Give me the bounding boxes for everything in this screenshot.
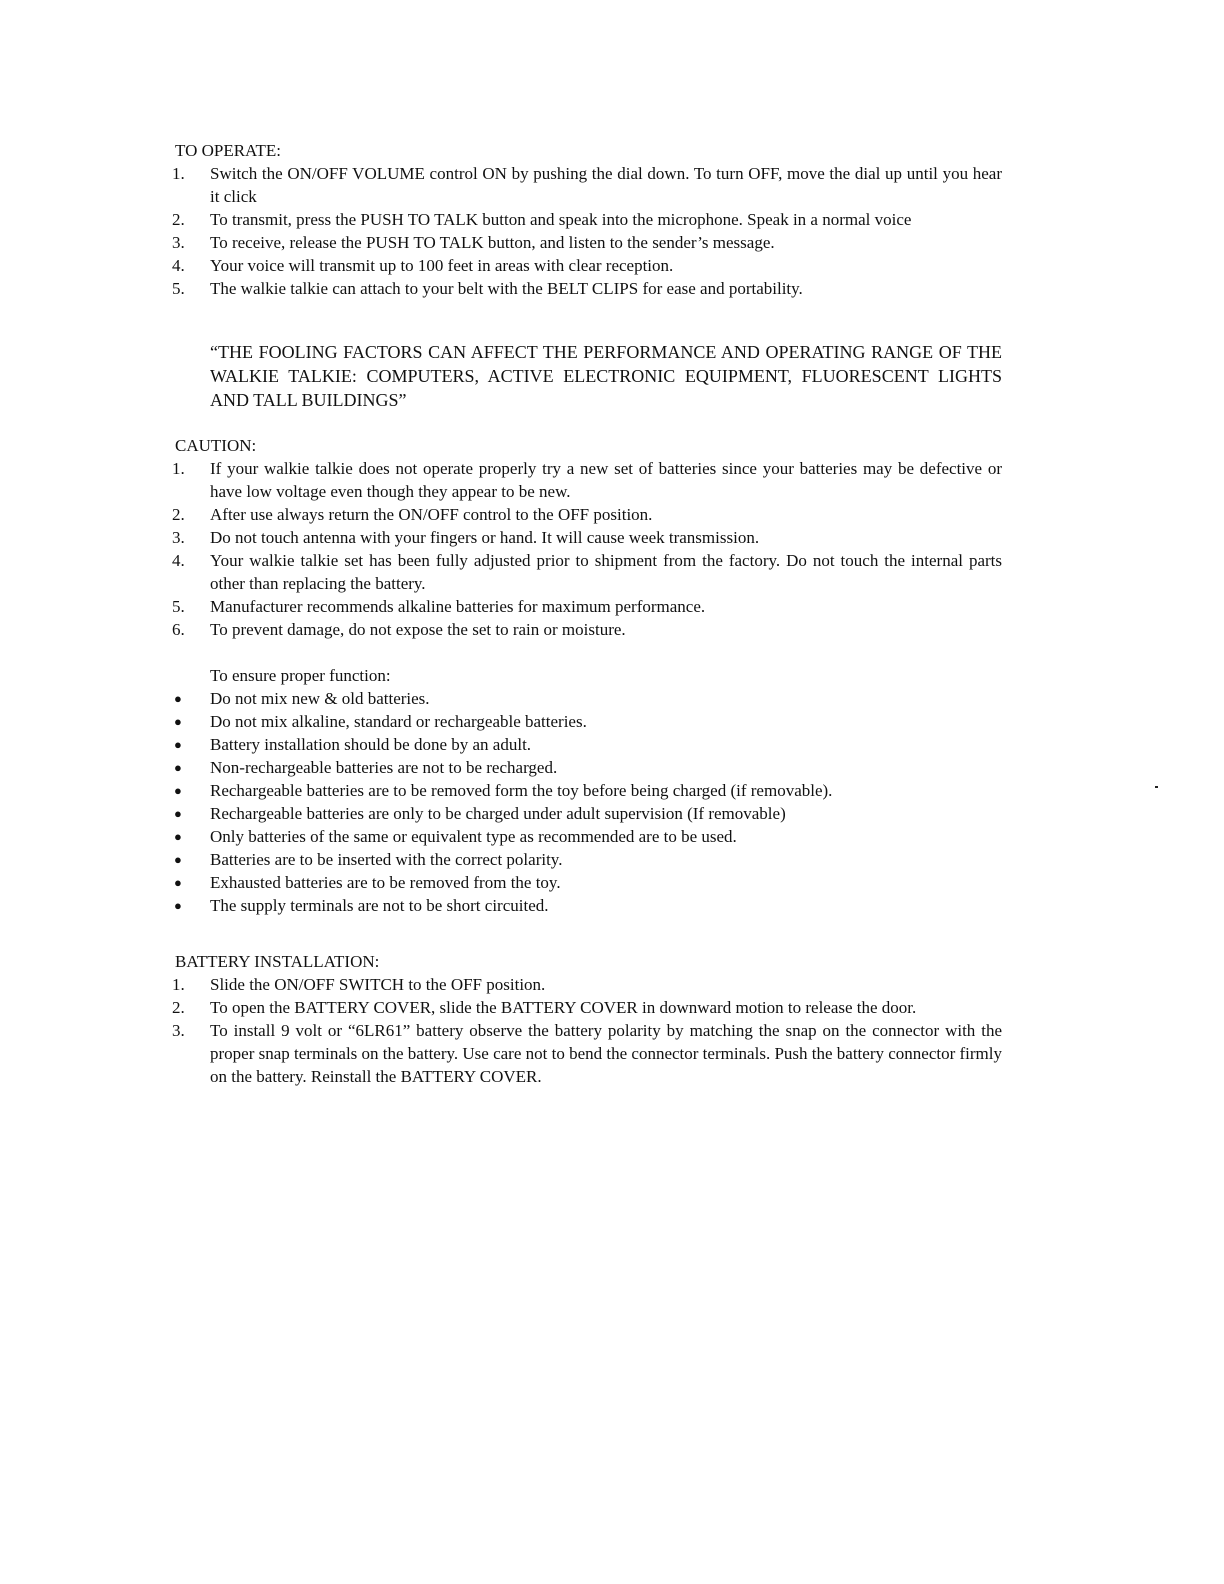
proper-function-heading: To ensure proper function: — [210, 666, 391, 685]
item-text: To install 9 volt or “6LR61” battery observe the battery polarity by matching the snap on the connector with the proper snap terminals on the battery. Use care not to bend the connector terminals. Push the battery connector firmly on the battery. Reinstall the BATTERY COVER. — [210, 1021, 1002, 1086]
item-text: Do not mix new & old batteries. — [210, 689, 430, 708]
item-text: Rechargeable batteries are to be removed form the toy before being charged (if removable). — [210, 781, 833, 800]
item-number: 1. — [172, 459, 185, 478]
bullet-icon: ● — [174, 783, 182, 798]
list-item — [172, 894, 1002, 917]
list-item — [172, 1019, 1002, 1088]
bullet-icon: ● — [174, 898, 182, 913]
installation-heading: BATTERY INSTALLATION: — [175, 952, 380, 971]
bullet-icon: ● — [174, 829, 182, 844]
item-number: 4. — [172, 551, 185, 570]
item-number: 1. — [172, 164, 185, 183]
bullet-icon: ● — [174, 760, 182, 775]
item-text: The supply terminals are not to be short circuited. — [210, 896, 549, 915]
item-text: To prevent damage, do not expose the set to rain or moisture. — [210, 620, 626, 639]
installation-list — [172, 973, 1002, 1088]
list-item — [172, 254, 1002, 277]
item-text: Slide the ON/OFF SWITCH to the OFF position. — [210, 975, 546, 994]
item-text: Non-rechargeable batteries are not to be recharged. — [210, 758, 558, 777]
list-item — [172, 973, 1002, 996]
list-item — [172, 733, 1002, 756]
item-text: The walkie talkie can attach to your belt with the BELT CLIPS for ease and portability. — [210, 279, 803, 298]
item-number: 3. — [172, 233, 185, 252]
list-item — [172, 549, 1002, 595]
list-item — [172, 687, 1002, 710]
item-text: To open the BATTERY COVER, slide the BATTERY COVER in downward motion to release the door. — [210, 998, 917, 1017]
caution-list — [172, 457, 1002, 641]
list-item — [172, 457, 1002, 503]
interference-notice: “THE FOOLING FACTORS CAN AFFECT THE PERFORMANCE AND OPERATING RANGE OF THE WALKIE TALKIE: COMPUTERS, ACTIVE ELECTRONIC EQUIPMENT, FLUORESCENT LIGHTS AND TALL BUILDINGS” — [210, 342, 1002, 410]
item-number: 2. — [172, 998, 185, 1017]
item-text: After use always return the ON/OFF control to the OFF position. — [210, 505, 653, 524]
item-number: 3. — [172, 528, 185, 547]
list-item — [172, 208, 1002, 231]
bullet-icon: ● — [174, 852, 182, 867]
proper-function-list — [172, 687, 1002, 917]
item-number: 2. — [172, 505, 185, 524]
operate-heading: TO OPERATE: — [175, 141, 281, 160]
bullet-icon: ● — [174, 691, 182, 706]
scan-speck — [1155, 786, 1158, 788]
item-text: Only batteries of the same or equivalent type as recommended are to be used. — [210, 827, 737, 846]
item-text: Batteries are to be inserted with the correct polarity. — [210, 850, 563, 869]
item-text: Do not touch antenna with your fingers or hand. It will cause week transmission. — [210, 528, 760, 547]
item-text: If your walkie talkie does not operate properly try a new set of batteries since your batteries may be defective or have low voltage even though they appear to be new. — [210, 459, 1002, 501]
bullet-icon: ● — [174, 806, 182, 821]
item-text: Switch the ON/OFF VOLUME control ON by pushing the dial down. To turn OFF, move the dial up until you hear it click — [210, 164, 1002, 206]
list-item — [172, 277, 1002, 300]
list-item — [172, 231, 1002, 254]
item-number: 2. — [172, 210, 185, 229]
item-text: Battery installation should be done by an adult. — [210, 735, 532, 754]
bullet-icon: ● — [174, 875, 182, 890]
list-item — [172, 503, 1002, 526]
list-item — [172, 756, 1002, 779]
item-number: 1. — [172, 975, 185, 994]
caution-heading: CAUTION: — [175, 436, 257, 455]
list-item — [172, 996, 1002, 1019]
list-item — [172, 802, 1002, 825]
item-text: Manufacturer recommends alkaline batteries for maximum performance. — [210, 597, 706, 616]
item-number: 5. — [172, 279, 185, 298]
item-text: Do not mix alkaline, standard or rechargeable batteries. — [210, 712, 587, 731]
list-item — [172, 825, 1002, 848]
item-number: 6. — [172, 620, 185, 639]
list-item — [172, 779, 1002, 802]
item-text: Exhausted batteries are to be removed from the toy. — [210, 873, 561, 892]
list-item — [172, 710, 1002, 733]
bullet-icon: ● — [174, 714, 182, 729]
list-item — [172, 526, 1002, 549]
bullet-icon: ● — [174, 737, 182, 752]
item-text: To receive, release the PUSH TO TALK button, and listen to the sender’s message. — [210, 233, 775, 252]
item-number: 5. — [172, 597, 185, 616]
item-text: Rechargeable batteries are only to be charged under adult supervision (If removable) — [210, 804, 786, 823]
item-number: 3. — [172, 1021, 185, 1040]
list-item — [172, 618, 1002, 641]
list-item — [172, 871, 1002, 894]
item-text: Your voice will transmit up to 100 feet in areas with clear reception. — [210, 256, 674, 275]
item-text: Your walkie talkie set has been fully adjusted prior to shipment from the factory. Do not touch the internal parts other than replacing the battery. — [210, 551, 1002, 593]
item-text: To transmit, press the PUSH TO TALK button and speak into the microphone. Speak in a normal voice — [210, 210, 912, 229]
operate-list — [172, 162, 1002, 300]
item-number: 4. — [172, 256, 185, 275]
list-item — [172, 595, 1002, 618]
list-item — [172, 848, 1002, 871]
list-item — [172, 162, 1002, 208]
